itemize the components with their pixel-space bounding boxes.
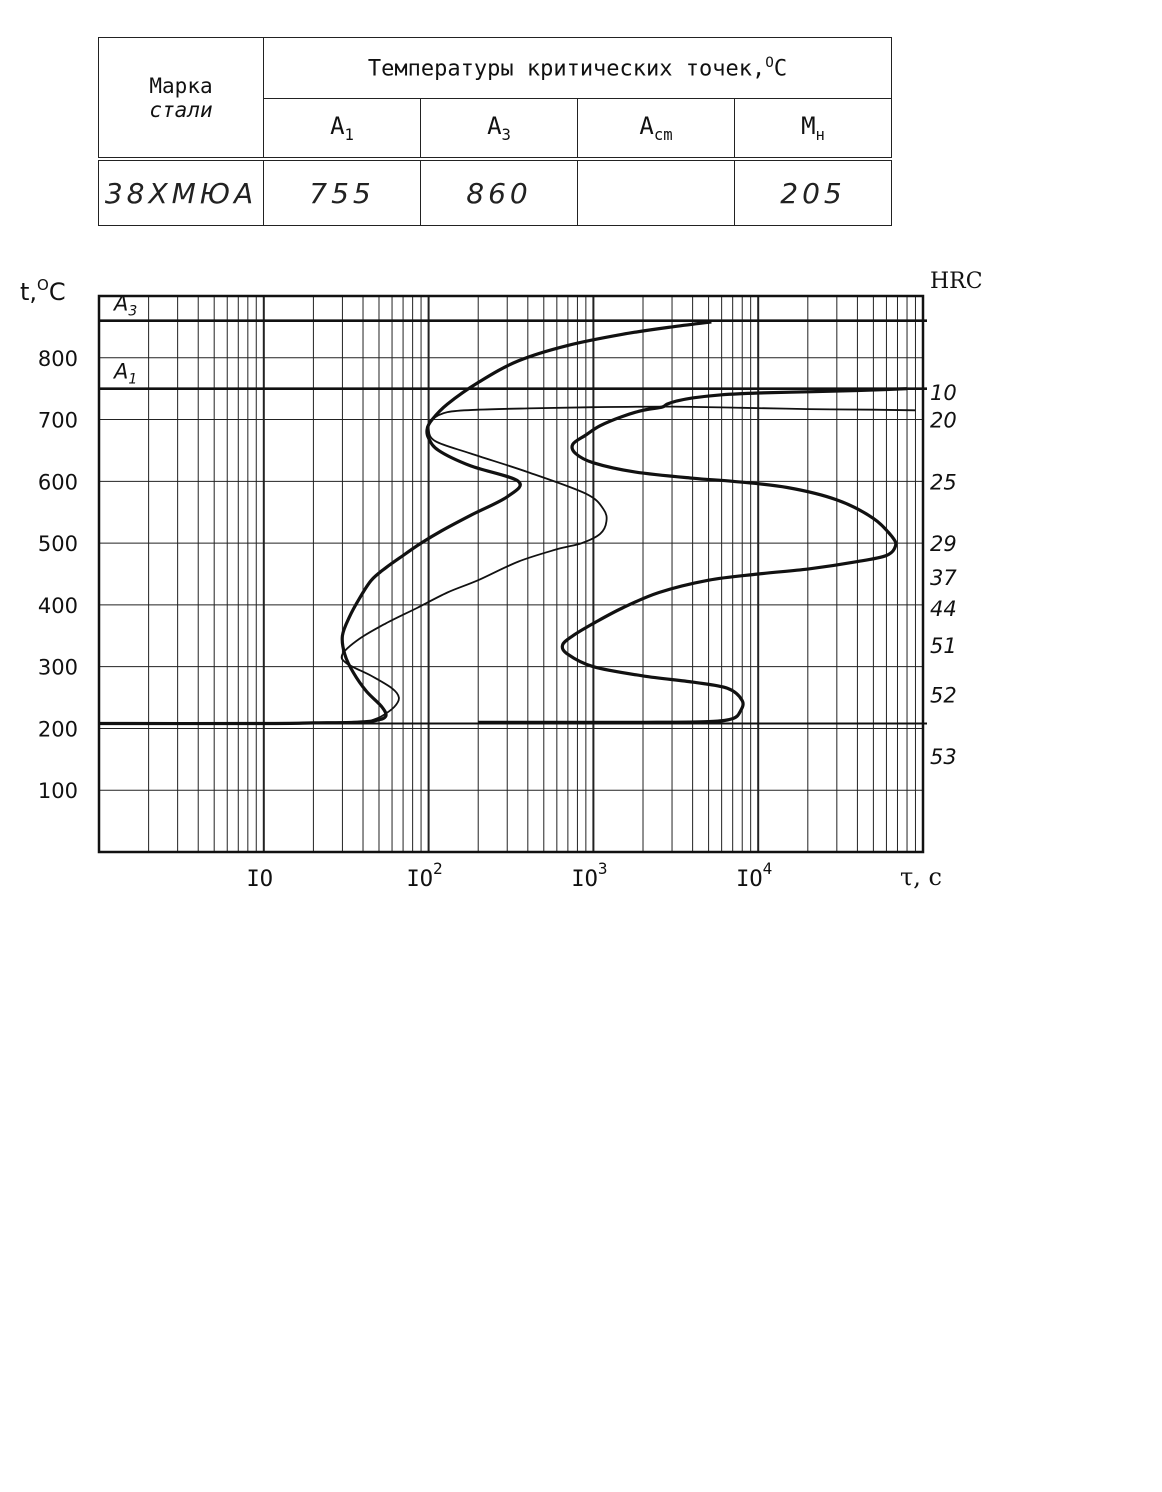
y-tick-label: 200 bbox=[37, 717, 78, 742]
reference-lines bbox=[99, 292, 927, 724]
plot-frame bbox=[99, 296, 923, 852]
y-tick-label: 600 bbox=[37, 470, 78, 495]
ref-label-a1: $A_1$ bbox=[114, 359, 138, 388]
y-tick-label: 700 bbox=[37, 408, 78, 433]
cell-acm bbox=[578, 159, 735, 226]
cell-a3: 860 bbox=[421, 159, 578, 226]
x-tick-labels bbox=[247, 859, 773, 892]
grade-header-line1: Марка bbox=[149, 73, 213, 98]
ref-label-a3: $A_3$ bbox=[114, 291, 138, 320]
x-tick-label: $IO^4$ bbox=[736, 859, 773, 892]
hrc-label: 51 bbox=[930, 634, 957, 659]
celsius-unit: C bbox=[773, 56, 788, 82]
col-mn-header: $M_н$ bbox=[735, 99, 892, 160]
table-row bbox=[99, 159, 892, 226]
x-tick-label: $IO^2$ bbox=[406, 859, 443, 892]
hrc-label: 25 bbox=[930, 470, 957, 495]
hrc-axis-title: HRC bbox=[930, 269, 983, 294]
cell-mn: 205 bbox=[735, 159, 892, 226]
cell-a1: 755 bbox=[264, 159, 421, 226]
critical-temps-header-text: Температуры критических точек, bbox=[367, 56, 766, 82]
grade-header-line2: стали bbox=[149, 97, 213, 122]
hrc-label: 52 bbox=[930, 683, 957, 708]
hrc-label: 44 bbox=[930, 596, 957, 621]
hrc-label: 10 bbox=[930, 380, 957, 405]
col-acm-header: $A_{cm}$ bbox=[578, 99, 735, 160]
y-tick-label: 400 bbox=[37, 593, 78, 618]
y-axis-title: t,$^O$C bbox=[20, 276, 66, 306]
axis-labels bbox=[20, 269, 983, 891]
hrc-label: 37 bbox=[930, 566, 957, 591]
chart-grid bbox=[99, 296, 923, 852]
col-a1-header: $A_1$ bbox=[264, 99, 421, 160]
hrc-label: 53 bbox=[930, 745, 957, 770]
y-tick-label: 100 bbox=[37, 779, 78, 804]
degree-sup: O bbox=[765, 54, 774, 71]
y-tick-label: 300 bbox=[37, 655, 78, 680]
x-axis-title: τ, с bbox=[900, 863, 942, 891]
hrc-label: 29 bbox=[930, 532, 957, 557]
grade-header bbox=[99, 38, 264, 160]
hrc-labels bbox=[930, 381, 957, 769]
y-tick-label: 800 bbox=[37, 346, 78, 371]
x-tick-label: $IO^3$ bbox=[571, 859, 608, 892]
hrc-label: 20 bbox=[930, 408, 957, 433]
critical-points-table bbox=[98, 37, 892, 226]
col-a3-header: $A_3$ bbox=[421, 99, 578, 160]
x-tick-label: IO bbox=[246, 867, 274, 892]
cell-grade: 38ХМЮА bbox=[99, 159, 264, 226]
curve-start-thick bbox=[99, 322, 711, 724]
ttt-diagram bbox=[0, 250, 1162, 910]
y-tick-label: 500 bbox=[37, 532, 78, 557]
critical-temps-header bbox=[264, 38, 892, 99]
y-tick-labels bbox=[38, 347, 78, 803]
